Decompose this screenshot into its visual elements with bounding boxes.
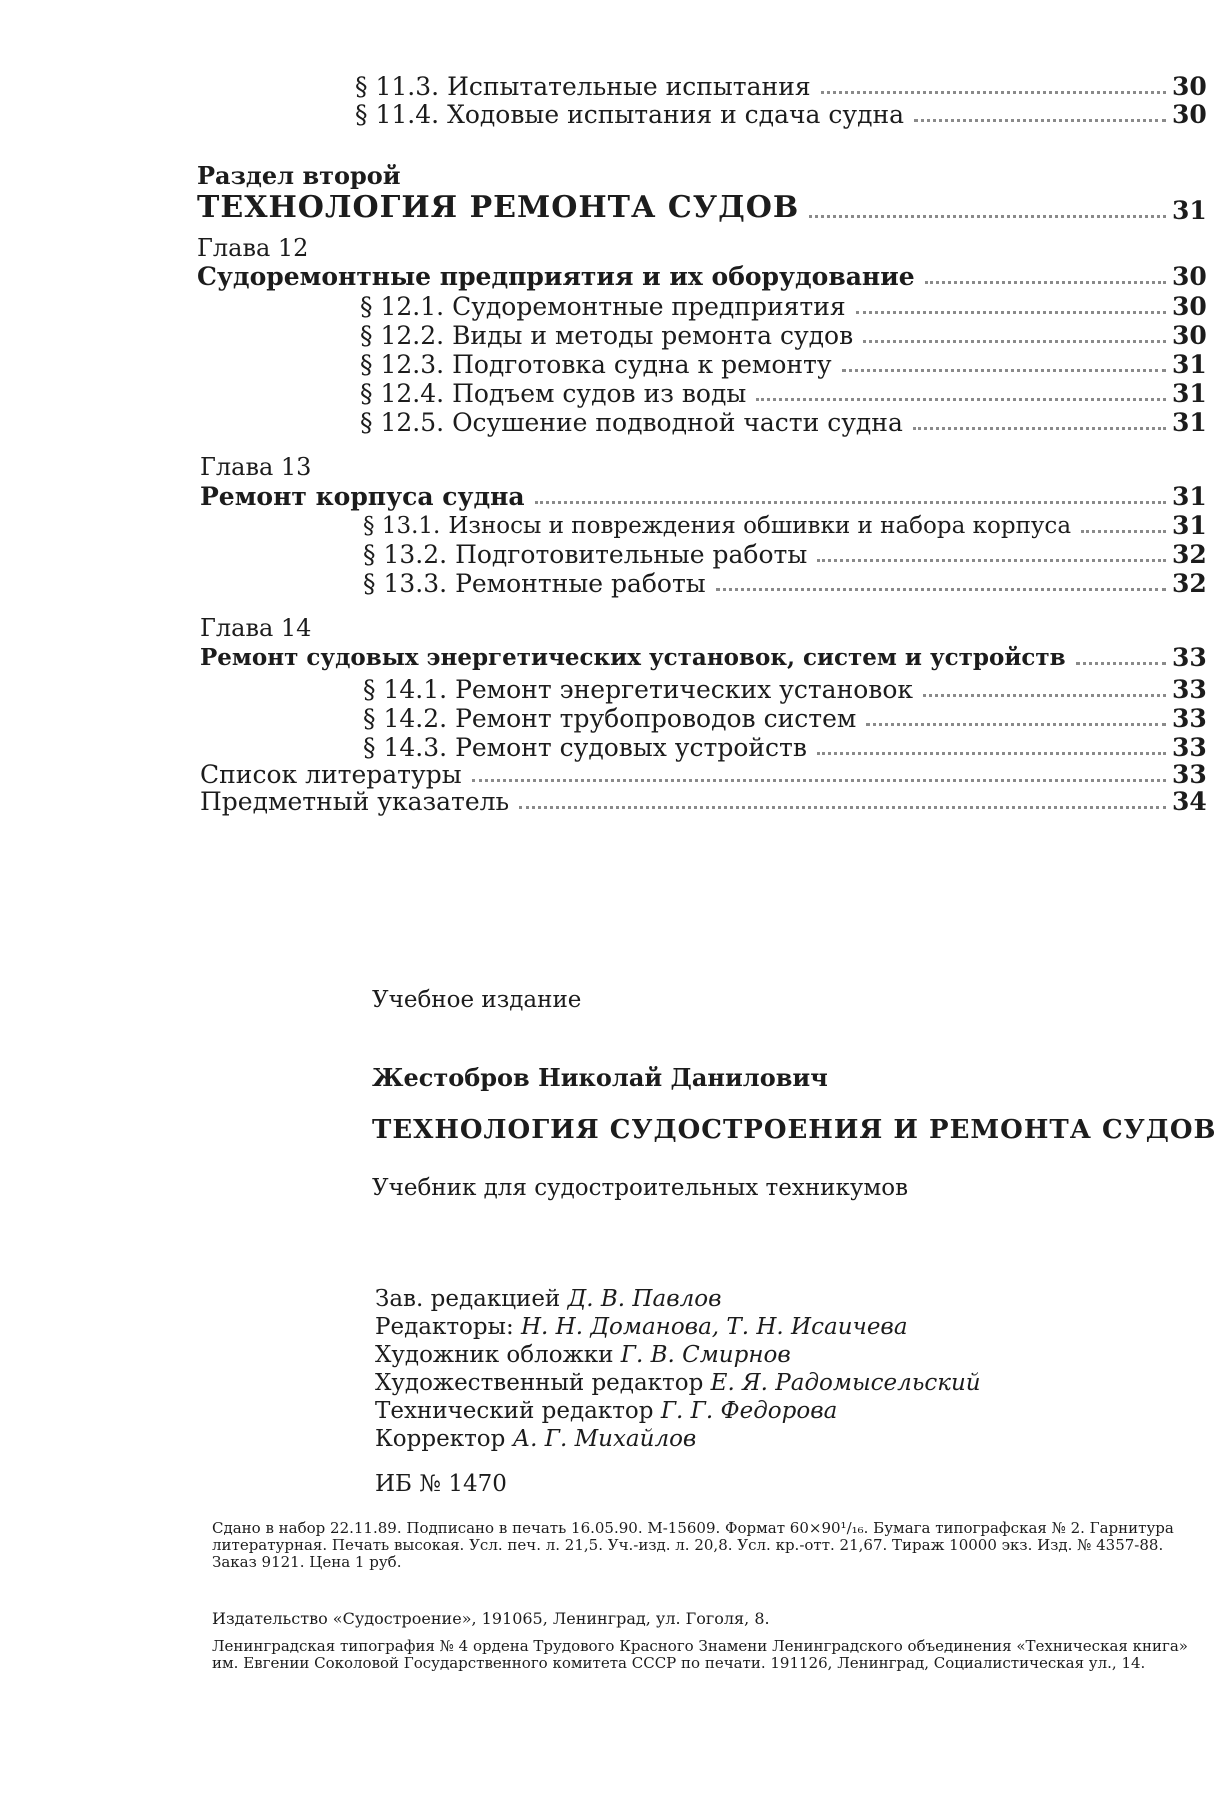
book-title: ТЕХНОЛОГИЯ СУДОСТРОЕНИЯ И РЕМОНТА СУДОВ: [372, 1115, 1217, 1145]
toc-entry[interactable]: [360, 321, 1207, 351]
toc-entry[interactable]: [355, 100, 1207, 130]
toc-entry-number: § 12.1.: [360, 292, 445, 321]
staff-role: Художественный редактор: [375, 1370, 704, 1396]
toc-entry-title: Предметный указатель: [200, 787, 510, 816]
toc-entry-title: Подготовка судна к ремонту: [452, 350, 832, 379]
toc-entry[interactable]: [363, 540, 1207, 570]
toc-entry-number: § 12.3.: [360, 350, 445, 379]
leader-dots: [913, 427, 1166, 430]
toc-entry-title: Судоремонтные предприятия: [452, 292, 846, 321]
chapter-heading[interactable]: [200, 643, 1207, 673]
toc-entry-page: 32: [1172, 540, 1207, 569]
staff-line: [375, 1397, 981, 1425]
staff-name: А. Г. Михайлов: [512, 1426, 697, 1452]
leader-dots: [842, 369, 1166, 372]
chapter-title: Ремонт корпуса судна: [200, 482, 525, 511]
toc-entry-number: § 11.4.: [355, 100, 440, 129]
staff-line: [375, 1341, 981, 1369]
section-page: 31: [1172, 196, 1207, 225]
section-title: ТЕХНОЛОГИЯ РЕМОНТА СУДОВ: [197, 190, 800, 225]
toc-entry-page: 31: [1172, 408, 1207, 437]
toc-entry-title: Осушение подводной части судна: [452, 408, 903, 437]
toc-entry-page: 30: [1172, 292, 1207, 321]
leader-dots: [756, 398, 1166, 401]
staff-name: Е. Я. Радомысельский: [710, 1370, 981, 1396]
toc-entry-title: Подъем судов из воды: [452, 379, 747, 408]
chapter-title: Ремонт судовых энергетических установок, систем и устройств: [200, 644, 1066, 671]
ib-number: ИБ № 1470: [375, 1471, 507, 1497]
toc-entry-index[interactable]: [200, 787, 1207, 817]
toc-entry-title: Ремонтные работы: [455, 569, 706, 598]
staff-line: [375, 1425, 981, 1453]
leader-dots: [866, 723, 1166, 726]
staff-name: Г. Г. Федорова: [660, 1398, 838, 1424]
staff-line: [375, 1369, 981, 1397]
toc-entry[interactable]: [360, 379, 1207, 409]
toc-entry[interactable]: [360, 408, 1207, 438]
toc-entry[interactable]: [363, 675, 1207, 705]
toc-entry-title: Подготовительные работы: [455, 540, 808, 569]
section-label: Раздел второй: [197, 161, 401, 190]
toc-entry-title: Список литературы: [200, 760, 462, 789]
leader-dots: [821, 91, 1166, 94]
staff-name: Д. В. Павлов: [567, 1286, 722, 1312]
chapter-label: Глава 12: [197, 234, 309, 262]
publisher-address: Издательство «Судостроение», 191065, Ленинград, ул. Гоголя, 8.: [212, 1609, 770, 1628]
toc-entry-page: 31: [1172, 379, 1207, 408]
toc-entry-number: § 13.3.: [363, 569, 448, 598]
toc-entry-number: § 14.2.: [363, 704, 448, 733]
leader-dots: [519, 806, 1166, 809]
edition-type: Учебное издание: [372, 987, 582, 1013]
toc-entry-page: 33: [1172, 733, 1207, 762]
leader-dots: [923, 694, 1166, 697]
toc-entry-page: 32: [1172, 569, 1207, 598]
toc-entry-page: 30: [1172, 321, 1207, 350]
leader-dots: [716, 588, 1166, 591]
toc-entry-title: Ремонт судовых устройств: [455, 733, 807, 762]
chapter-label: Глава 14: [200, 614, 312, 642]
leader-dots: [856, 311, 1166, 314]
toc-entry-number: § 12.4.: [360, 379, 445, 408]
staff-role: Технический редактор: [375, 1398, 654, 1424]
toc-entry-page: 31: [1172, 350, 1207, 379]
toc-entry-number: § 12.2.: [360, 321, 445, 350]
toc-entry-title: Ходовые испытания и сдача судна: [447, 100, 905, 129]
toc-entry-page: 30: [1172, 72, 1207, 101]
toc-entry-page: 33: [1172, 704, 1207, 733]
printer-details: Ленинградская типография № 4 ордена Трудового Красного Знамени Ленинградского объединения «Техническая книга» им. Евгении Соколовой Государственного комитета СССР по печати. 191126, Ленинград, Социалистическая ул., 14.: [212, 1637, 1188, 1672]
staff-role: Зав. редакцией: [375, 1286, 561, 1312]
toc-entry[interactable]: [360, 350, 1207, 380]
leader-dots: [1081, 530, 1166, 533]
toc-entry-number: § 13.1.: [363, 513, 441, 539]
toc-entry-page: 33: [1172, 760, 1207, 789]
toc-entry-title: Ремонт трубопроводов систем: [455, 704, 857, 733]
staff-name: Г. В. Смирнов: [620, 1342, 791, 1368]
leader-dots: [914, 119, 1166, 122]
toc-entry[interactable]: [363, 704, 1207, 734]
staff-line: [375, 1285, 981, 1313]
toc-entry-title: Виды и методы ремонта судов: [452, 321, 854, 350]
toc-entry-number: § 11.3.: [355, 72, 440, 101]
chapter-page: 31: [1172, 482, 1207, 511]
toc-entry-bibliography[interactable]: [200, 760, 1207, 790]
chapter-page: 33: [1172, 643, 1207, 672]
staff-role: Корректор: [375, 1426, 506, 1452]
leader-dots: [817, 559, 1166, 562]
toc-entry[interactable]: [360, 292, 1207, 322]
toc-entry[interactable]: [363, 569, 1207, 599]
toc-entry[interactable]: [363, 733, 1207, 763]
chapter-title: Судоремонтные предприятия и их оборудование: [197, 262, 915, 291]
toc-entry-number: § 13.2.: [363, 540, 448, 569]
leader-dots: [925, 281, 1166, 284]
toc-entry-number: § 14.3.: [363, 733, 448, 762]
editorial-staff: [375, 1285, 981, 1453]
leader-dots: [863, 340, 1166, 343]
toc-entry[interactable]: [355, 72, 1207, 102]
print-details: Сдано в набор 22.11.89. Подписано в печать 16.05.90. М-15609. Формат 60×90¹/₁₆. Бумага типографская № 2. Гарнитура литературная. Печать высокая. Усл. печ. л. 21,5. Уч.-изд. л. 20,8. Усл. кр.-отт. 21,67. Тираж 10000 экз. Изд. № 4357-88. Заказ 9121. Цена 1 руб.: [212, 1519, 1174, 1571]
leader-dots: [1076, 662, 1166, 665]
author-name: Жестобров Николай Данилович: [372, 1063, 828, 1092]
leader-dots: [472, 779, 1166, 782]
toc-entry-page: 33: [1172, 675, 1207, 704]
staff-role: Художник обложки: [375, 1342, 614, 1368]
toc-entry-title: Ремонт энергетических установок: [455, 675, 914, 704]
toc-entry-number: § 14.1.: [363, 675, 448, 704]
toc-entry-number: § 12.5.: [360, 408, 445, 437]
leader-dots: [817, 752, 1166, 755]
toc-entry-title: Износы и повреждения обшивки и набора корпуса: [448, 513, 1072, 539]
staff-role: Редакторы: [375, 1314, 506, 1340]
leader-dots: [535, 501, 1166, 504]
chapter-label: Глава 13: [200, 453, 312, 481]
section-heading[interactable]: [197, 190, 1207, 226]
toc-entry-page: 34: [1172, 787, 1207, 816]
toc-entry-title: Испытательные испытания: [447, 72, 811, 101]
book-subtitle: Учебник для судостроительных техникумов: [372, 1175, 909, 1201]
staff-line: Редакторы: Н. Н. Доманова, Т. Н. Исаичева: [375, 1314, 908, 1340]
staff-name: Н. Н. Доманова, Т. Н. Исаичева: [521, 1314, 908, 1340]
toc-entry-page: 31: [1172, 511, 1207, 540]
toc-entry[interactable]: [363, 511, 1207, 541]
leader-dots: [809, 215, 1166, 218]
chapter-heading[interactable]: [200, 482, 1207, 512]
chapter-heading[interactable]: [197, 262, 1207, 292]
chapter-page: 30: [1172, 262, 1207, 291]
toc-entry-page: 30: [1172, 100, 1207, 129]
